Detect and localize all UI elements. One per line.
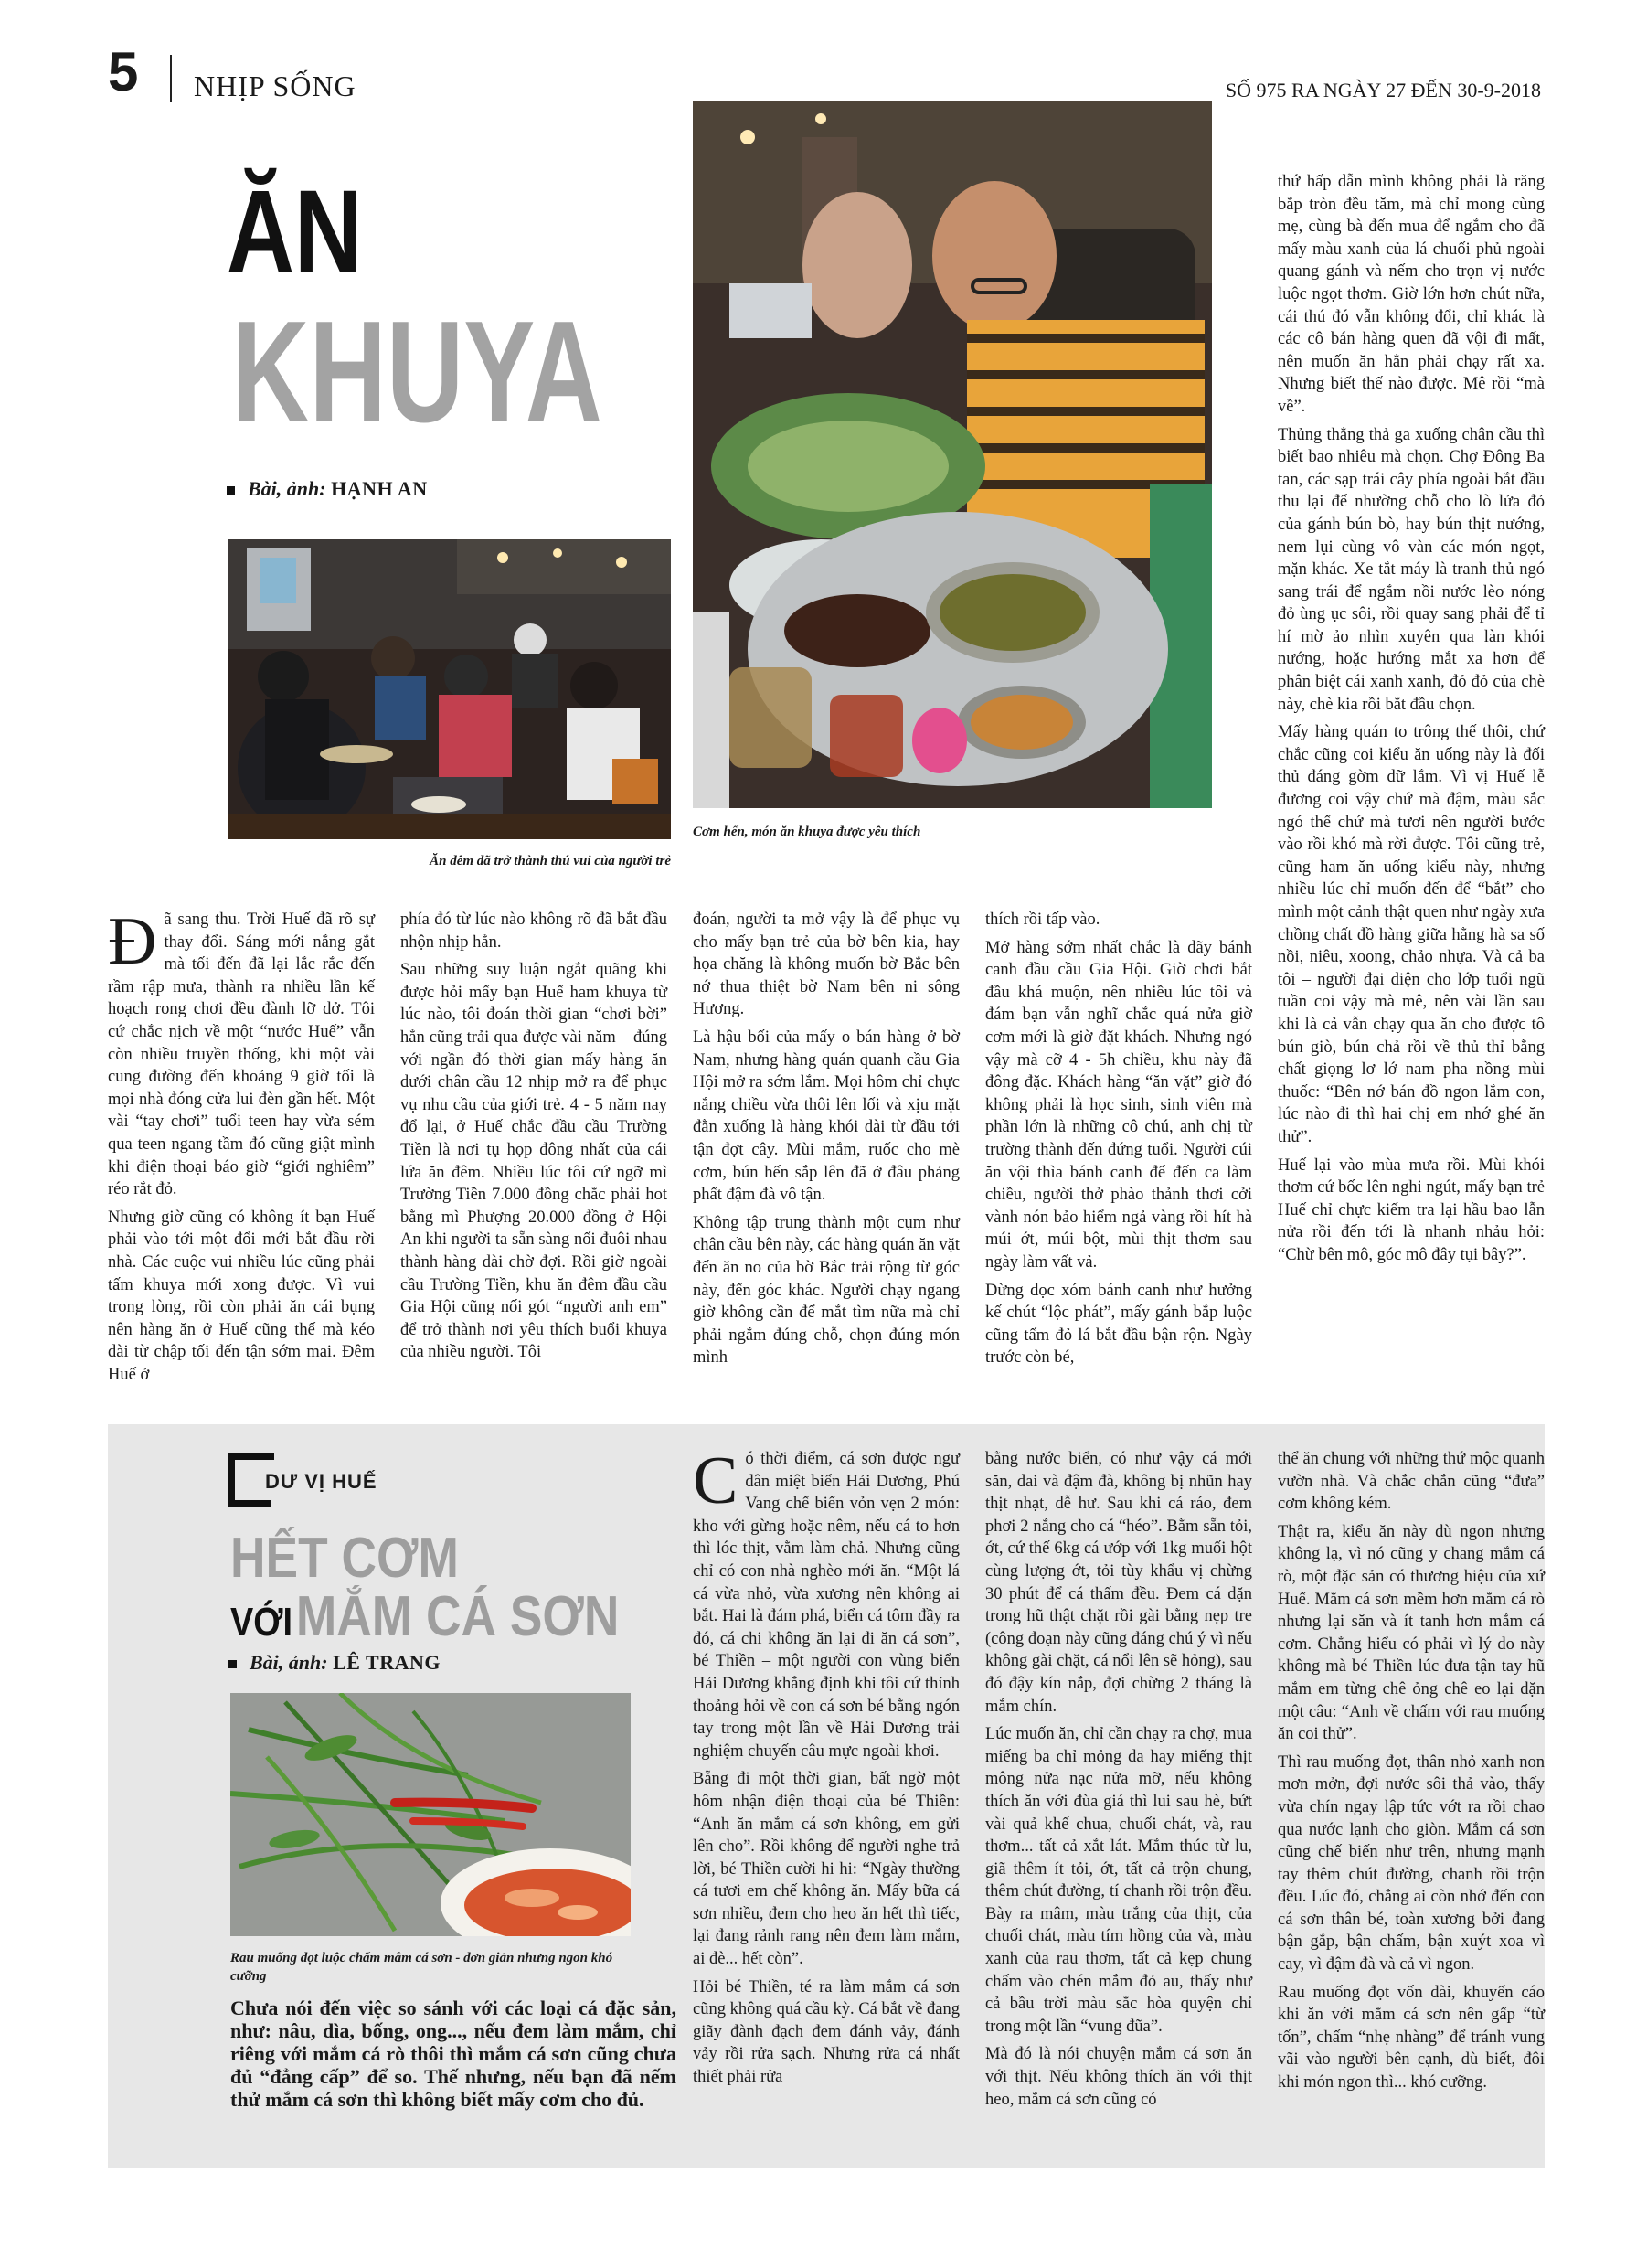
com-hen-image xyxy=(693,101,1212,808)
paragraph: thứ hấp dẫn mình không phải là răng bắp tròn đều tăm, mà chỉ mong cùng mẹ, cùng bà đến mua để ngắm cho đã mấy màu xanh của lá chuối phủ ngoài quang gánh và nếm cho trọn vị nước luộc ngọt thơm. Giờ lớn hơn chút nữa, cái thú đó vẫn không đổi, chỉ khác là các cô bán hàng quen đã vội đi mất, nên muốn ăn hẳn phải chạy rất xa. Nhưng biết thế nào được. Mê rồi “mà về”. xyxy=(1278,173,1545,416)
byline-label: Bài, ảnh: xyxy=(248,477,326,500)
page-number: 5 xyxy=(108,41,139,102)
night-eating-image xyxy=(228,539,671,839)
paragraph: bằng nước biển, có như vậy cá mới săn, dai và đậm đà, không bị nhũn hay thịt nhạt, dễ hư. Sau khi cá ráo, đem phơi 2 nắng cho cá “héo”. Bằm sẵn tỏi, ớt, cứ thế 6kg cá ướp với 1kg muối hột cùng lượng ớt, tỏi tùy khẩu vị chừng 30 phút để cá thấm đều. Đem cá dặn trong hũ thật chặt rồi gài bằng nẹp tre (công đoạn này cũng đáng chú ý vì nếu không gài chặt, cá nổi lên sẽ hỏng), sau đó đậy kín nắp, đợi chừng 2 tháng là mắm chín. xyxy=(985,1450,1252,1716)
bullet-icon xyxy=(228,1660,237,1668)
dropcap: C xyxy=(693,1443,738,1518)
issue-info: SỐ 975 RA NGÀY 27 ĐẾN 30-9-2018 xyxy=(1225,79,1541,101)
paragraph: Lúc muốn ăn, chỉ cần chạy ra chợ, mua miếng ba chỉ mỏng da hay miếng thịt mông nửa nạc nửa mỡ, nếu không thích ăn với đùa giá thì lui sau hè, bứt vài quả khế chua, chuối chát, và, rau thơm... tất cả xắt lát. Mắm thúc từ lu, giã thêm ít tỏi, ớt, tất cả trộn chung, thêm chút đường, tí chanh rồi trộn đều. Bày ra mâm, màu trắng của thịt, của chuối chát, màu tím hồng của và, màu xanh của rau thơm, tất cả kẹp chung chấm vào chén mắm đỏ au, thấy như cả bầu trời màu sắc hòa quyện chỉ trong một lần “vung đũa”. xyxy=(985,1725,1252,2036)
paragraph: thích rồi tấp vào. xyxy=(985,910,1100,929)
main-byline xyxy=(227,477,428,501)
paragraph-text: ó thời điểm, cá sơn được ngư dân miệt biển Hải Dương, Phú Vang chế biến vỏn vẹn 2 món: kho với gừng hoặc nêm, nếu cá to hơn thì lóc thịt, vằm làm chả. Nhưng cũng chỉ có con nhà nghèo mới ăn. “Một lá cá vừa nhỏ, vừa xương nên không ai bắt. Hai là đám phá, biển cá tôm đầy ra đó, cá chi không ăn lại đi ăn cá sơn”, bé Thiền – một người con vùng biển Hải Dương khẳng định khi tôi cứ thỉnh thoảng hỏi về con cá sơn bé bằng ngón tay trong một lần về Hải Dương trải nghiệm chuyến câu mực ngoài khơi. xyxy=(693,1450,960,1761)
box-byline xyxy=(228,1651,441,1675)
paragraph: đoán, người ta mở vậy là để phục vụ cho mấy bạn trẻ của bờ bên kia, hay họa chăng là không muốn bờ Bắc bên nớ thua thiệt bờ Nam bên ni sông Hương. xyxy=(693,910,960,1019)
bullet-icon xyxy=(227,486,235,495)
title-word: VỚI xyxy=(230,1600,293,1645)
photo2-caption: Cơm hến, món ăn khuya được yêu thích xyxy=(693,825,921,839)
photo1-caption: Ăn đêm đã trở thành thú vui của người trẻ xyxy=(430,854,671,868)
paragraph: thể ăn chung với những thứ mộc quanh vườn nhà. Và chắc chắn cũng “đưa” cơm không kém. xyxy=(1278,1450,1545,1514)
kicker-bracket-icon xyxy=(228,1453,274,1460)
paragraph xyxy=(693,1443,960,1762)
box-title-line1: HẾT CƠM xyxy=(230,1527,459,1590)
box-lead: Chưa nói đến việc so sánh với các loại cá đặc sản, như: nâu, dìa, bống, ong..., nếu đem làm mắm, chỉ riêng với mắm cá rò thôi thì mắm cá sơn cũng chưa đủ “đẳng cấp” để so. Thế nhưng, nếu bạn đã nếm thử mắm cá sơn thì không biết mấy cơm cho đủ. xyxy=(230,1996,676,2111)
box-column-3 xyxy=(1278,1448,1545,2100)
paragraph: Là hậu bối của mấy o bán hàng ở bờ Nam, nhưng hàng quán quanh cầu Gia Hội mở ra sớm lắm. Mọi hôm chỉ chực nắng chiều vừa thôi lên lối và xịu mặt đằn xuống là hàng khói dài từ đầu tới tận đợt cây. Mùi mắm, ruốc cho mè cơm, bún hến sắp lên đã ở đâu phảng phất đậm đà vô tận. xyxy=(693,1028,960,1205)
byline-author: HẠNH AN xyxy=(331,477,428,500)
photo-night-eating xyxy=(228,539,671,839)
kicker-text: DƯ VỊ HUẾ xyxy=(265,1470,377,1493)
paragraph: Mà đó là nói chuyện mắm cá sơn ăn với thịt. Nếu không thích ăn với thịt heo, mắm cá sơn cũng có xyxy=(985,2045,1252,2109)
box-column-1 xyxy=(693,1443,960,2094)
paragraph: Dừng dọc xóm bánh canh như hưởng kế chút “lộc phát”, mấy gánh bắp luộc cũng tấm đỏ lá bắt đầu bận rộn. Ngày trước còn bé, xyxy=(985,1281,1252,1368)
byline-author: LÊ TRANG xyxy=(333,1651,441,1674)
dropcap: Đ xyxy=(108,904,157,979)
article-title-line2: KHUYA xyxy=(232,292,602,453)
paragraph: Mở hàng sớm nhất chắc là dãy bánh canh đầu cầu Gia Hội. Giờ chơi bắt đầu khá muộn, nên nhiều lúc tôi và đám bạn vẫn nghĩ chắc quá nửa giờ cơm mới là giờ đặt khách. Nhưng ngó vậy mà cỡ 4 - 5h chiều, khu này đã đông đặc. Khách hàng “ăn vặt” giờ đó không phải là học sinh, sinh viên mà phần lớn là những cô chú, anh chị từ trường thành đến đứng tuổi. Người cúi ăn vội thìa bánh canh để đến ca làm chiều, người thở phào thảnh thơi cởi vành nón bảo hiểm ngả vàng rồi hít hà múi ớt, múi bột, mùi thịt thơm sau ngày làm vất vả. xyxy=(985,938,1252,1272)
photo3-caption: Rau muống đọt luộc chấm mắm cá sơn - đơn giản nhưng ngon khó cưỡng xyxy=(230,1951,613,1984)
paragraph: Không tập trung thành một cụm như chân cầu bên này, các hàng quán ăn vặt đến ăn no của bờ Bắc trải rộng từ góc này, đến góc khác. Người chạy ngang giờ không cần để mắt tìm nữa mà chỉ phải ngắm đúng chỗ, chọn đúng món mình xyxy=(693,1213,960,1368)
paragraph: Hỏi bé Thiền, té ra làm mắm cá sơn cũng không quá cầu kỳ. Cá bắt về đang giãy đành đạch đem đánh vảy, đánh vảy rồi rửa sạch. Nhưng rửa cá nhất thiết phải rửa xyxy=(693,1977,960,2087)
rau-muong-image xyxy=(230,1693,631,1936)
paragraph: Bẵng đi một thời gian, bất ngờ một hôm nhận điện thoại của bé Thiền: “Anh ăn mắm cá sơn không, em gửi lên cho”. Rồi không để người nghe trả lời, bé Thiền cười hi hi: “Ngày thường cá tươi em chế không ăn. Mấy bữa cá sơn nhiều, đem cho heo ăn hết thì tiếc, lại đang rảnh rang nên đem làm mắm, ai đè... hết còn”. xyxy=(693,1770,960,1969)
photo-rau-muong xyxy=(230,1693,631,1936)
paragraph-text: ã sang thu. Trời Huế đã rõ sự thay đổi. Sáng mới nắng gắt mà tối đến đã lại lắc rắc đến rầm rập mưa, thành ra nhiều lần kế hoạch rong chơi đều đành lỡ dở. Tôi cứ chắc nịch về một “nước Huế” vẫn còn nhiều truyền thống, khi một vài cung đường đến khoảng 9 giờ tối là mọi nhà đóng cửa lui đèn gần hết. Một vài “tay chơi” tuổi teen hay vừa sém qua teen ngang tầm đó cũng giật mình khi điện thoại báo giờ “giới nghiêm” réo rắt đỏ. xyxy=(108,910,375,1199)
header-divider xyxy=(170,55,172,102)
paragraph: Sau những suy luận ngắt quãng khi được hỏi mấy bạn Huế ham khuya từ lúc nào, tôi đoán thời gian “chơi bời” hẳn cũng trải qua được vài năm – đúng với ngần đó thời gian mấy hàng ăn dưới chân cầu 12 nhịp mở ra để phục vụ nhu cầu của giới trẻ. 4 - 5 năm nay đổ lại, ở Huế chắc đầu cầu Trường Tiền là nơi tụ họp đông nhất của cái lứa ăn đêm. Nhiều lúc tôi cứ ngỡ mì Trường Tiền 7.000 đồng chắc phải hot bằng mì Phượng 20.000 đồng ở Hội An khi người ta sẵn sàng nối đuôi nhau thành hàng dài chờ đợi. Rồi giờ ngoài cầu Trường Tiền, khu ăn đêm đầu cầu Gia Hội cũng nối gót “người anh em” để trở thành nơi yêu thích buổi khuya của nhiều người. Tôi xyxy=(400,961,667,1362)
paragraph: Mấy hàng quán to trông thế thôi, chứ chắc cũng coi kiểu ăn uống này là đối thủ đáng gờm dữ lắm. Vì vị Huế lễ đương coi vậy chứ mà đậm, màu sắc ngó thế chứ mà tươi nên người bước vào rồi khó mà rời được. Tôi cũng trẻ, cũng ham ăn uống kiểu này, nhưng nhiều lúc chỉ muốn đến để “bắt” cho mình một cảnh thật quen như ngày xưa chồng chất đồ hàng giữa hằng hà sa số nồi, niêu, xoong, chảo nhựa. Và cả ba tôi – người đại diện cho lớp tuổi ngũ tuần coi vậy mà mê, nên vài lần sau khi là cả vẫn chạy qua ăn cho được tô bún giò, bún chả rồi về thủ thỉ bằng chất giọng lơ lớ nam pha nồng mùi thuốc: “Bên nớ bán đồ ngon lắm con, lúc nào đi thì hai chị em nhớ ghé ăn thử”. xyxy=(1278,723,1545,1146)
photo-com-hen xyxy=(693,101,1212,808)
section-name: NHỊP SỐNG xyxy=(194,69,356,102)
paragraph: Rau muống đọt vốn dài, khuyến cáo khi ăn với mắm cá sơn nên gấp “từ tốn”, chấm “nhẹ nhàng” để tránh vung vãi vào người bên cạnh, dù biết, đôi khi món ngon thì... khó cưỡng. xyxy=(1278,1983,1545,2092)
paragraph: Huế lại vào mùa mưa rồi. Mùi khói thơm cứ bốc lên nghi ngút, mấy bạn trẻ Huế chỉ chực kiếm tra lại hầu bao lẫn nửa rồi đến tới là nhanh nhảu hỏi: “Chừ bên mô, góc mô đây tụi bây?”. xyxy=(1278,1155,1545,1264)
paragraph: Thì rau muống đọt, thân nhỏ xanh non mơn mởn, đợi nước sôi thả vào, thấy vừa chín ngay lập tức vớt ra rồi chao qua nước lạnh cho giòn. Mắm cá sơn cũng chế biến như trên, nhưng mạnh tay thêm chút đường, chanh rồi trộn đều. Lúc đó, chẳng ai còn nhớ đến con cá sơn thân bé, toàn xương bởi đang bận gắp, bận chấm, bận xuýt xoa vì cay, vì đậm đà và cả vì ngon. xyxy=(1278,1752,1545,1975)
paragraph: Thủng thẳng thả ga xuống chân cầu thì biết bao nhiêu mà chọn. Chợ Đông Ba tan, các sạp trái cây phía ngoài bắt đầu thu lại để nhường chỗ cho lò lửa đỏ của gánh bún bò, hay bún thịt nướng, nem lụi cùng vô vàn các món ngọt, mặn khác. Xe tắt máy là tranh thủ ngó sang trái để ngắm nồi nước lèo nóng đỏ ùng ục sôi, rồi quay sang phải để tỉ hí mờ ảo nhìn xuyên qua làn khói nướng, hoặc hướng mắt xa hơn để phân biệt cái xanh xanh, đỏ đỏ của chè này, chè kia rồi bắt đầu chọn. xyxy=(1278,425,1545,714)
box-column-2 xyxy=(985,1448,1252,2116)
paragraph: Nhưng giờ cũng có không ít bạn Huế phải vào tới một đổi mới bắt đầu rời nhà. Các cuộc vui nhiều lúc cũng phải tấm khuya mới xong được. Vì vui trong lòng, rồi còn phải ăn cái bụng nên hàng ăn ở Huế cũng thế mà kéo dài từ chập tối đến tận sớm mai. Đêm Huế ở xyxy=(108,1208,375,1384)
main-column-4 xyxy=(985,909,1252,1375)
main-column-5 xyxy=(1278,171,1545,1272)
paragraph xyxy=(108,904,375,1201)
paragraph: phía đó từ lúc nào không rõ đã bắt đầu nhộn nhịp hẳn. xyxy=(400,910,667,952)
title-word: MẮM CÁ SƠN xyxy=(295,1585,620,1648)
main-column-3 xyxy=(693,909,960,1375)
main-column-1 xyxy=(108,904,375,1391)
byline-label: Bài, ảnh: xyxy=(250,1651,328,1674)
paragraph: Thật ra, kiểu ăn này dù ngon nhưng không lạ, vì nó cũng y chang mắm cá rò, một đặc sản có thương hiệu của xứ Huế. Mắm cá sơn mềm hơn mắm cá rò nhưng lại săn và ít tanh hơn mắm cá cơm. Chẳng hiểu có phải vì lý do này không mà bé Thiền lúc đưa tận tay hũ mắm em từng chê ỏng chê eo lại dặn một câu: “Anh về chấm với rau muống ăn coi thử”. xyxy=(1278,1522,1545,1744)
article-title-line1: ĂN xyxy=(227,166,362,297)
main-column-2 xyxy=(400,909,667,1369)
